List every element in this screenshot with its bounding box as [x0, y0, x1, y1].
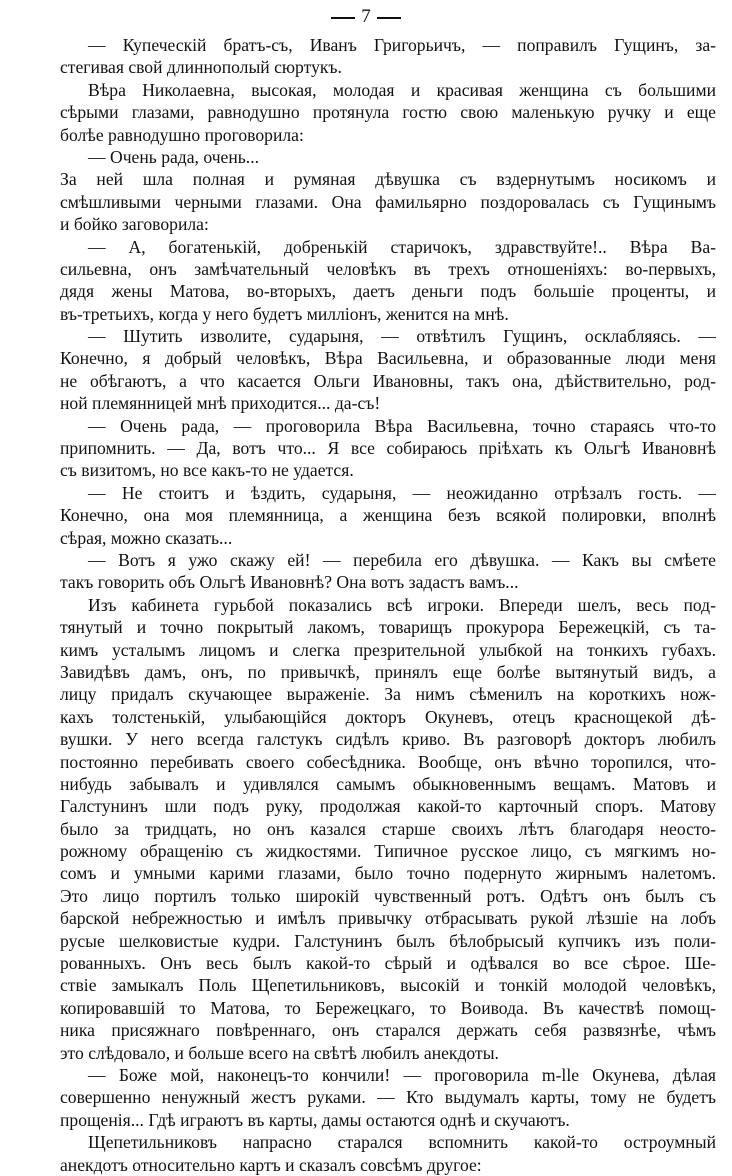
text-line: нибудь забывалъ и удивлялся самымъ обыкновеннымъ вещамъ. Матовъ и — [60, 773, 716, 794]
text-line: постоянно перебивать своего собесѣдника. Вообще, онъ вѣчно торопился, что- — [60, 751, 716, 772]
text-line: сильевна, онъ замѣчательный человѣкъ въ трехъ отношеніяхъ: во-первыхъ, — [60, 258, 716, 279]
body-text — [60, 34, 716, 1176]
page-header — [0, 4, 732, 30]
text-line: не обѣгаютъ, а что касается Ольги Ивановны, такъ она, дѣйствительно, род- — [60, 370, 716, 391]
text-line: — Боже мой, наконецъ-то кончили! — проговорила m-lle Окунева, дѣлая — [88, 1064, 716, 1085]
text-line: совершенно ненужный жестъ руками. — Кто выдумалъ карты, тому не будетъ — [60, 1087, 716, 1108]
text-line: сѣрыми глазами, равнодушно протянула гостю свою маленькую ручку и еще — [60, 102, 716, 123]
text-line: было за тридцать, но онъ казался старше своихъ лѣтъ благодаря неосто- — [60, 818, 716, 839]
text-line: прощенія... Гдѣ играютъ въ карты, дамы остаются однѣ и скучаютъ. — [60, 1109, 570, 1130]
text-line: — Вотъ я ужо скажу ей! — перебила его дѣвушка. — Какъ вы смѣете — [88, 549, 716, 570]
text-line: барской небрежностью и имѣлъ привычку отбрасывать рукой лѣзшіе на лобъ — [60, 908, 716, 929]
text-line: и бойко заговорила: — [60, 214, 209, 235]
text-line: Вѣра Николаевна, высокая, молодая и красивая женщина съ большими — [88, 79, 716, 100]
text-line: такъ говорить объ Ольгѣ Ивановнѣ? Она вотъ задастъ вамъ... — [60, 572, 519, 593]
page-number: 7 — [361, 6, 371, 27]
text-line: припомнить. — Да, вотъ что... Я все собираюсь пріѣхать къ Ольгѣ Ивановнѣ — [60, 438, 716, 459]
text-line: — Шутить изволите, сударыня, — отвѣтилъ Гущинъ, осклабляясь. — — [88, 326, 716, 347]
text-line: рованныхъ. Онъ весь былъ какой-то сѣрый и одѣвался во все сѣрое. Ше- — [60, 953, 716, 974]
text-line: вушки. У него всегда галстукъ сидѣлъ криво. Въ разговорѣ докторъ любилъ — [60, 729, 716, 750]
text-line: Щепетильниковъ напрасно старался вспомнить какой-то остроумный — [88, 1132, 716, 1153]
text-line: анекдотъ относительно картъ и сказалъ совсѣмъ другое: — [60, 1154, 482, 1175]
text-line: Конечно, она моя племянница, а женщина безъ всякой полировки, вполнѣ — [60, 505, 716, 526]
text-line: Изъ кабинета гурьбой показались всѣ игроки. Впереди шелъ, весь под- — [88, 594, 716, 615]
text-line: смѣшливыми черными глазами. Она фамильярно поздоровалась съ Гущинымъ — [60, 191, 716, 212]
text-line: — Очень рада, — проговорила Вѣра Васильевна, точно стараясь что-то — [88, 415, 716, 436]
text-line: сѣрая, можно сказать... — [60, 527, 233, 548]
header-rule-right — [377, 17, 401, 19]
text-line: ной племянницей мнѣ приходится... да-съ! — [60, 393, 381, 414]
text-line: копировавшій то Матова, то Бережецкаго, то Воивода. Въ качествѣ помощ- — [60, 997, 716, 1018]
text-line: Галстунинъ шли подъ руку, продолжая какой-то карточный споръ. Матову — [60, 796, 716, 817]
text-line: Конечно, я добрый человѣкъ, Вѣра Васильевна, и образованные люди меня — [60, 348, 716, 369]
text-line: сомъ и умными карими глазами, было точно подернуто жирнымъ налетомъ. — [60, 863, 716, 884]
text-line: ника присяжнаго повѣреннаго, онъ старался держать себя развязнѣе, чѣмъ — [60, 1020, 716, 1041]
text-line: дядя жены Матова, во-вторыхъ, даетъ деньги подъ большіе проценты, и — [60, 281, 716, 302]
text-line: — А, богатенькій, добренькій старичокъ, здравствуйте!.. Вѣра Ва- — [88, 236, 716, 257]
text-line: За ней шла полная и румяная дѣвушка съ вздернутымъ носикомъ и — [60, 169, 716, 190]
header-rule-left — [331, 17, 355, 19]
text-line: русые шелковистые кудри. Галстунинъ былъ бѣлобрысый купчикъ изъ поли- — [60, 930, 716, 951]
text-line: это слѣдовало, и больше всего на свѣтѣ любилъ анекдоты. — [60, 1042, 499, 1063]
text-line: Это лицо портилъ только широкій чувственный ротъ. Одѣтъ онъ былъ съ — [60, 885, 716, 906]
text-line: Завидѣвъ дамъ, онъ, по привычкѣ, принялъ еще болѣе вытянутый видъ, а — [60, 661, 716, 682]
text-line: кахъ толстенькій, улыбающійся докторъ Окуневъ, отецъ краснощекой дѣ- — [60, 706, 716, 727]
text-line: рожному обращенію съ жидкостями. Типичное русское лицо, съ мягкимъ но- — [60, 841, 716, 862]
text-line: лицу придалъ скучающее выраженіе. За нимъ сѣменилъ на короткихъ нож- — [60, 684, 716, 705]
text-line: ствіе замыкалъ Поль Щепетильниковъ, высокій и тонкій молодой человѣкъ, — [60, 975, 716, 996]
text-line: кимъ усталымъ лицомъ и слегка презрительной улыбкой на тонкихъ губахъ. — [60, 639, 716, 660]
text-line: — Купеческій братъ-съ, Иванъ Григорьичъ, — поправилъ Гущинъ, за- — [88, 35, 716, 55]
text-line: съ визитомъ, но все какъ-то не удается. — [60, 460, 354, 481]
text-line: въ-третьихъ, когда у него будетъ милліонъ, женится на мнѣ. — [60, 303, 509, 324]
text-line: — Очень рада, очень... — [88, 146, 259, 167]
text-line: — Не стоитъ и ѣздить, сударыня, — неожиданно отрѣзалъ гость. — — [88, 482, 716, 503]
text-line: болѣе равнодушно проговорила: — [60, 124, 304, 145]
text-line: тянутый и точно покрытый лакомъ, товарищъ прокурора Бережецкій, съ та- — [60, 617, 716, 638]
text-line: стегивая свой длиннополый сюртукъ. — [60, 57, 342, 78]
